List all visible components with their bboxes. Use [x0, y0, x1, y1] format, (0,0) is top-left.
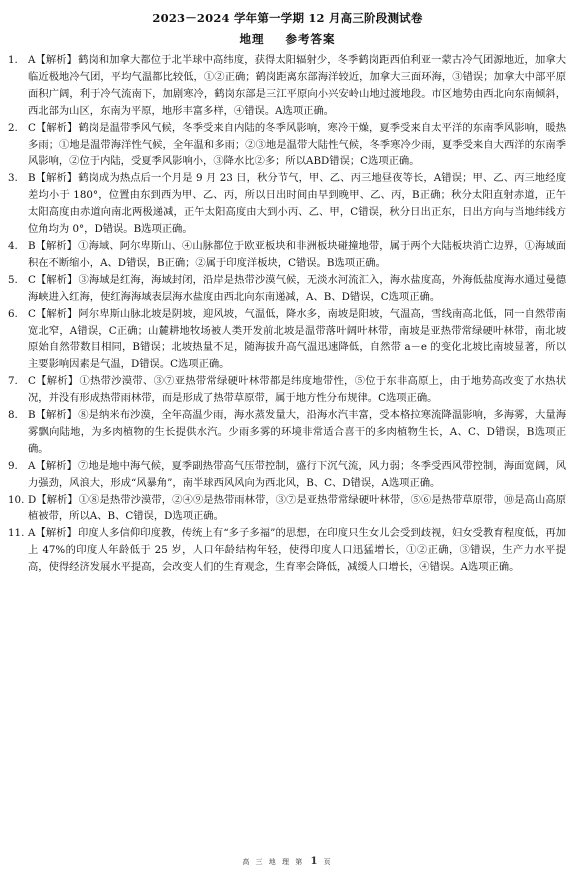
answer-choice: B【解析】	[28, 172, 78, 185]
answer-choice: A【解析】	[28, 527, 78, 540]
answer-list	[8, 52, 566, 576]
question-number: 7.	[8, 375, 18, 388]
answer-explanation: ⑧是纳米布沙漠，全年高温少雨，海水蒸发量大，沿海水汽丰富，受本格拉寒流降温影响，多海雾，大量海雾飘向陆地，为多肉植物的生长提供水汽。少雨多雾的环境非常适合喜干的多肉植物生长，A、C、D错误，B选项正确。	[28, 409, 567, 455]
page-title: 2023－2024 学年第一学期 12 月高三阶段测试卷	[152, 11, 423, 25]
footer-course: 高 三 地 理	[242, 858, 291, 866]
answer-explanation: 鹤岗和加拿大都位于北半球中高纬度，获得太阳辐射少，冬季鹤岗距西伯利亚一蒙古冷气团源地近，加拿大临近极地冷气团，平均气温都比较低，①②正确；鹤岗距离东部海洋较近，加拿大三面环海，③错误；加拿大中部平原面积广阔，利于冷气流南下，加剧寒冷，鹤岗东部是三江平原向小兴安岭山地过渡地段。市区地势由西北向东南倾斜，西北部为山区，东南为平原，地形丰富多样，④错误。A选项正确。	[28, 54, 567, 117]
page-footer	[0, 856, 575, 867]
answer-item	[8, 52, 566, 120]
answer-item	[8, 492, 566, 526]
answer-item	[8, 407, 566, 458]
question-number: 2.	[8, 121, 18, 134]
answer-item	[8, 306, 566, 374]
answer-explanation: 鹤岗是温带季风气候，冬季受来自内陆的冬季风影响，寒冷干燥，夏季受来自太平洋的东南季风影响，暖热多雨；①地是温带海洋性气候，全年温和多雨；②③地是温带大陆性气候，冬季寒冷少雨，夏季受来自大西洋的东南季风影响，②位于内陆，受夏季风影响小，③降水比②多；所以ABD错误；C选项正确。	[28, 121, 566, 168]
answer-choice: C【解析】	[28, 375, 79, 388]
question-number: 3.	[8, 172, 18, 185]
question-number: 9.	[8, 459, 18, 472]
answer-item	[8, 373, 566, 407]
footer-page-suffix: 页	[323, 858, 333, 866]
page-subtitle	[0, 31, 575, 47]
answer-item	[8, 272, 566, 306]
answer-choice: C【解析】	[28, 273, 78, 286]
answer-item	[8, 458, 566, 492]
answer-item	[8, 238, 566, 272]
answer-explanation: 印度人多信仰印度教，传统上有“多子多福”的思想，在印度只生女儿会受到歧视，妇女受教育程度低，再加上 47%的印度人年龄低于 25 岁，人口年龄结构年轻，使得印度人口迅猛增长，①②正确，③错误，生产力水平提高，使得经济发展水平提高，会改变人们的生育观念，生育率会降低，减缓人口增长，④错误。A选项正确。	[28, 527, 566, 574]
footer-page-word: 第	[295, 858, 305, 866]
answer-explanation: 鹤岗成为热点后一个月是 9 月 23 日，秋分节气，甲、乙、丙三地昼夜等长，A错误；甲、乙、丙三地经度差均小于 180°，位置由东到西为甲、乙、丙，所以日出时间由早到晚甲、乙、丙，B正确；秋分太阳直射赤道，正午太阳高度由赤道向南北两极递减，正午太阳高度由大到小丙、乙、甲，C错误，秋分日出正东，日出方向与当地纬线方位角均为 0°，D错误。B选项正确。	[28, 172, 566, 236]
question-number: 11.	[8, 527, 25, 540]
answer-item	[8, 525, 566, 576]
page-number: 1	[310, 856, 318, 867]
question-number: 4.	[8, 239, 18, 252]
answer-explanation: ①海域、阿尔卑斯山、④山脉都位于欧亚板块和非洲板块碰撞地带，属于两个大陆板块消亡边界，①海域面积在不断缩小，A、D错误，B正确；②属于印度洋板块，C错误。B选项正确。	[28, 239, 567, 269]
answer-choice: D【解析】	[28, 493, 78, 506]
answer-item	[8, 170, 566, 238]
question-number: 5.	[8, 273, 18, 286]
answer-explanation: ①热带沙漠带、③⑦亚热带常绿硬叶林带都是纬度地带性，⑤位于东非高原上，由于地势高改变了水热状况，并没有形成热带雨林带，而是形成了热带草原带，属于地方性分布规律。C选项正确。	[28, 375, 566, 405]
answer-key-label: 参考答案	[285, 32, 336, 46]
subject-label: 地理	[239, 32, 265, 46]
answer-item	[8, 120, 566, 171]
question-number: 8.	[8, 409, 18, 422]
answer-choice: C【解析】	[28, 307, 78, 320]
answer-explanation: ③海域是红海，海域封闭，沿岸是热带沙漠气候，无淡水河流汇入，海水盐度高，外海低盐度海水通过曼德海峡进入红海，使红海海域表层海水盐度由西北向东南递减，A、B、D错误，C选项正确。	[28, 273, 566, 303]
question-number: 1.	[8, 54, 18, 66]
answer-choice: C【解析】	[28, 121, 78, 134]
question-number: 10.	[8, 493, 25, 506]
answer-choice: B【解析】	[28, 409, 78, 422]
answer-explanation: ①⑧是热带沙漠带，②④⑨是热带雨林带，③⑦是亚热带常绿硬叶林带，⑤⑥是热带草原带，⑩是高山高原植被带，所以A、B、C错误，D选项正确。	[28, 493, 566, 523]
answer-explanation: ⑦地是地中海气候，夏季副热带高气压带控制，盛行下沉气流，风力弱；冬季受西风带控制，海面宽阔，风力强劲，风浪大，形成“风暴角”，南半球西风风向为西北风，B、C、D错误，A选项正确。	[28, 459, 567, 489]
answer-choice: B【解析】	[28, 239, 78, 252]
question-number: 6.	[8, 307, 18, 320]
answer-choice: A【解析】	[28, 54, 78, 66]
answer-choice: A【解析】	[28, 459, 78, 472]
answer-explanation: 阿尔卑斯山脉北坡是阴坡，迎风坡，气温低，降水多，南坡是阳坡，气温高，雪线南高北低，同一自然带南宽北窄，A错误，C正确；山麓耕地牧场被人类开发前北坡是温带落叶阔叶林带，南坡是亚热带常绿硬叶林带，南北坡原始自然带数目相同，B错误；北坡热量不足，随海拔升高气温迅速降低，自然带 a－e 的变化北坡比南坡显著，所以主要影响因素是气温，D错误。C选项正确。	[28, 307, 566, 371]
